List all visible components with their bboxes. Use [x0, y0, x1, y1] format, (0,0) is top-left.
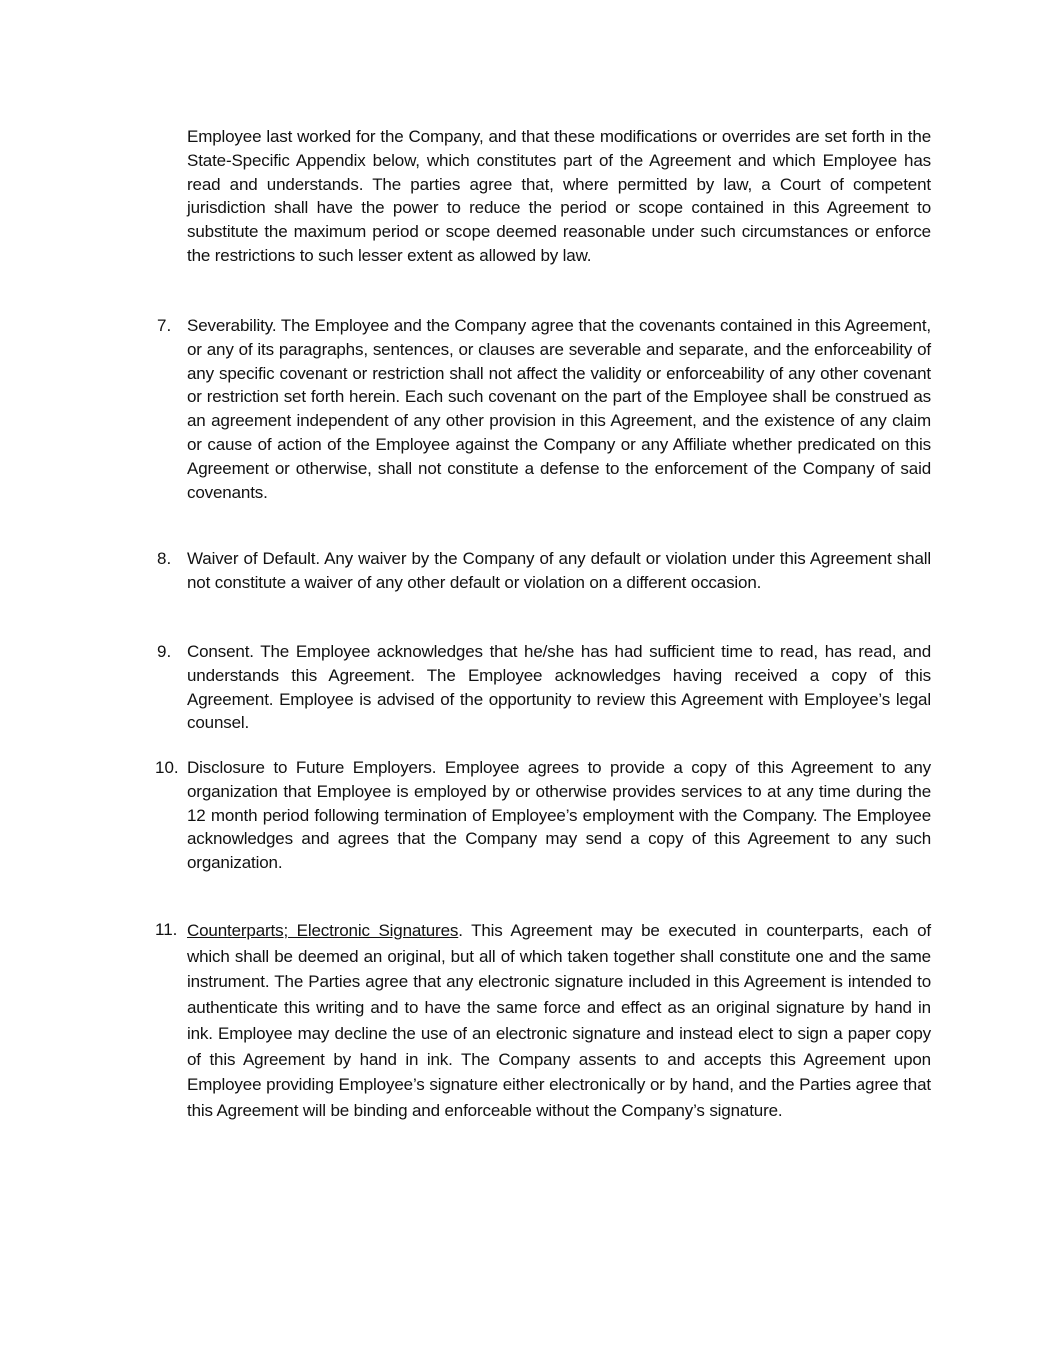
section-8-number: 8.: [157, 549, 172, 568]
section-7-severability: [187, 314, 931, 504]
section-11-body: . This Agreement may be executed in counterparts, each of which shall be deemed an original, but all of which taken together shall constitute one and the same instrument. The Parties agree that any electronic signature included in this Agreement is intended to authenticate this writing and to have the same force and effect as an original signature by hand in ink. Employee may decline the use of an electronic signature and instead elect to sign a paper copy of this Agreement by hand in ink. The Company assents to and accepts this Agreement upon Employee providing Employee’s signature either electronically or by hand, and the Parties agree that this Agreement will be binding and enforceable without the Company’s signature.: [187, 921, 931, 1120]
section-11-counterparts: [187, 918, 931, 1124]
section-10-heading: Disclosure to Future Employers: [187, 758, 432, 777]
section-7-number: 7.: [157, 316, 172, 335]
section-9-body: . The Employee acknowledges that he/she has had sufficient time to read, has read, and understands this Agreement. The Employee acknowledges having received a copy of this Agreement. Employee is advised of the opportunity to review this Agreement with Employee’s legal counsel.: [187, 642, 931, 733]
section-8-waiver-of-default: [187, 547, 931, 595]
continuation-paragraph: [187, 125, 931, 268]
section-8-body: . Any waiver by the Company of any default or violation under this Agreement shall not constitute a waiver of any other default or violation on a different occasion.: [187, 549, 932, 592]
continuation-text: Employee last worked for the Company, and that these modifications or overrides are set forth in the State-Specific Appendix below, which constitutes part of the Agreement and which Employee has read and understands. The parties agree that, where permitted by law, a Court of competent jurisdiction shall have the power to reduce the period or scope contained in this Agreement to substitute the maximum period or scope deemed reasonable under such circumstances or enforce the restrictions to such lesser extent as allowed by law.: [187, 127, 931, 265]
section-7-body: . The Employee and the Company agree that the covenants contained in this Agreement, or any of its paragraphs, sentences, or clauses are severable and separate, and the enforceability of any specific covenant or restriction shall not affect the validity or enforceability of any other covenant or restriction set forth herein. Each such covenant on the part of the Employee shall be construed as an agreement independent of any other provision in this Agreement, and the existence of any claim or cause of action of the Employee against the Company or any Affiliate whether predicated on this Agreement or otherwise, shall not constitute a defense to the enforcement of the Company of said covenants.: [187, 316, 931, 502]
section-7-heading: Severability: [187, 316, 272, 335]
section-10-number: 10.: [155, 758, 179, 777]
section-11-heading: Counterparts; Electronic Signatures: [187, 921, 459, 940]
section-9-number: 9.: [157, 642, 172, 661]
section-9-heading: Consent: [187, 642, 250, 661]
section-8-heading: Waiver of Default: [187, 549, 316, 568]
section-11-number: 11.: [155, 920, 178, 939]
section-10-disclosure: [187, 756, 931, 875]
section-9-consent: [187, 640, 931, 735]
section-10-body: . Employee agrees to provide a copy of this Agreement to any organization that Employee is employed by or otherwise provides services to at any time during the 12 month period following termination of Employee’s employment with the Company. The Employee acknowledges and agrees that the Company may send a copy of this Agreement to any such organization.: [187, 758, 931, 873]
